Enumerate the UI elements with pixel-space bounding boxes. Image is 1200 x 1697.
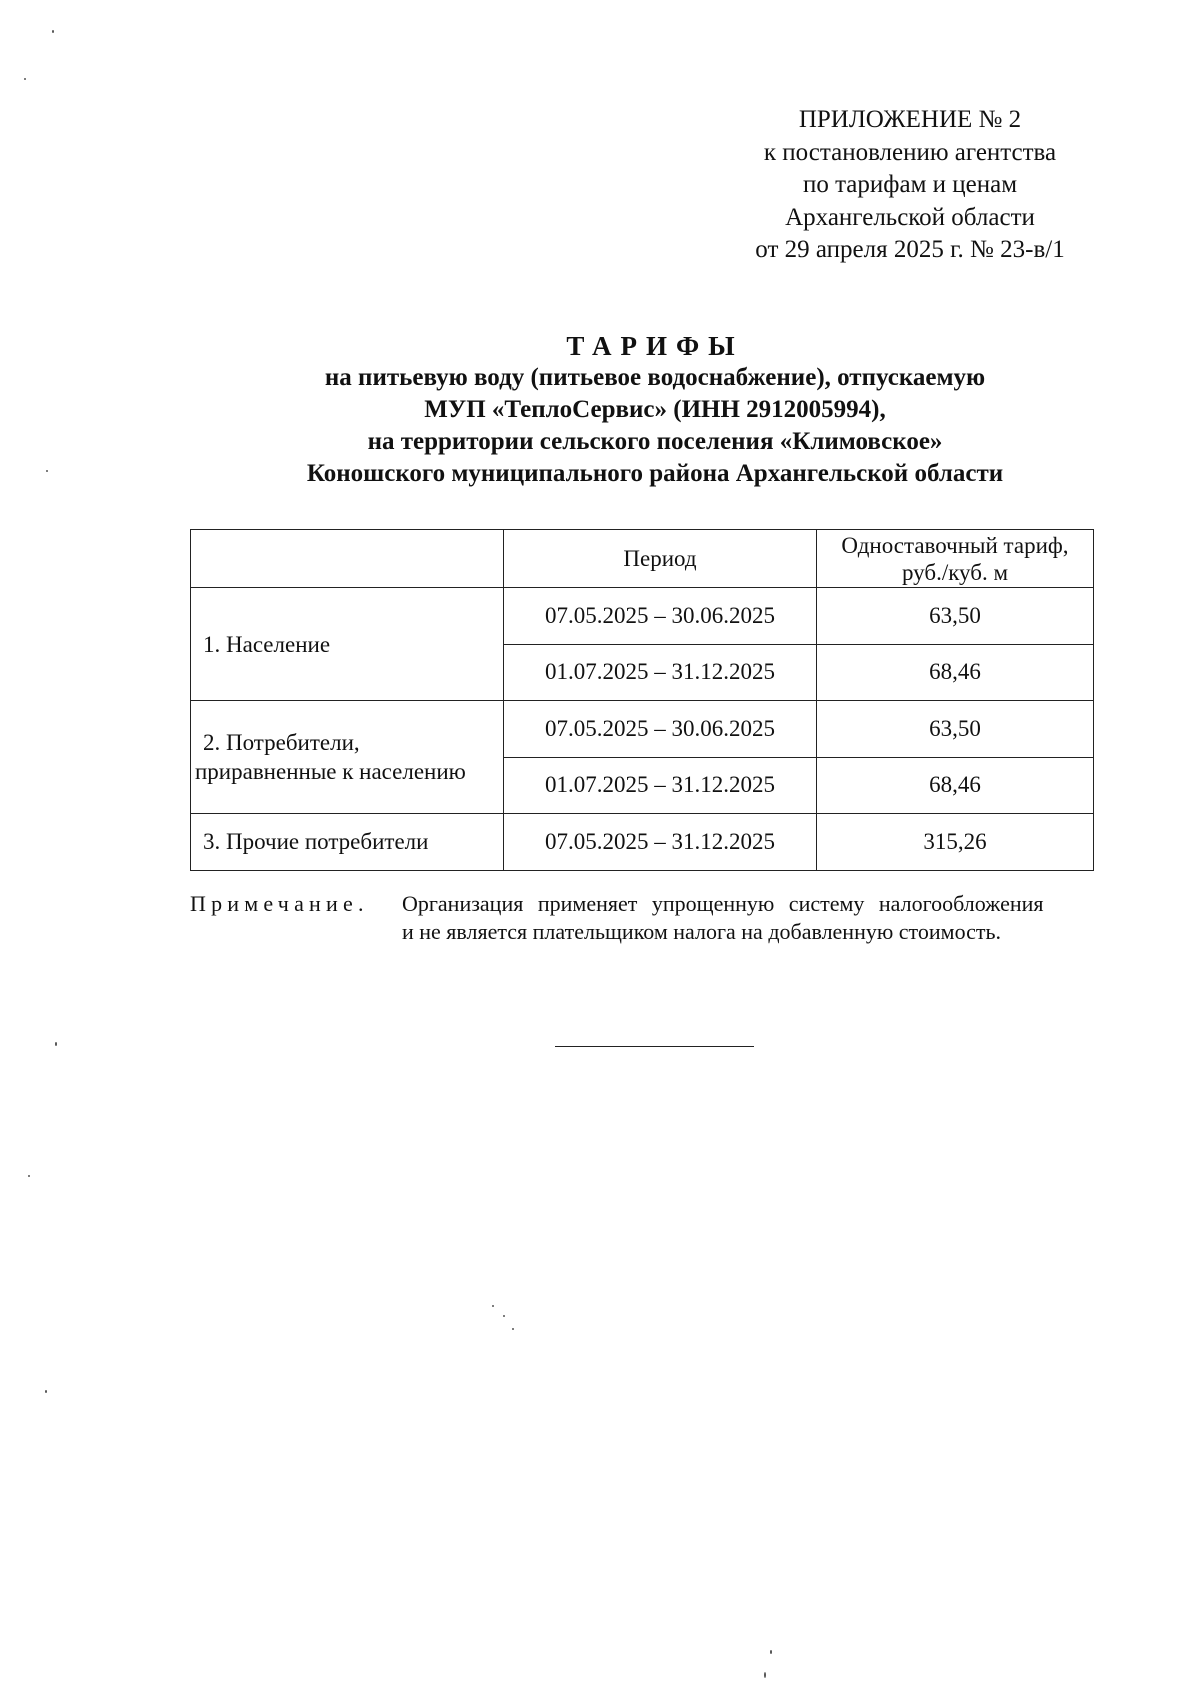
group-label-line2: приравненные к населению [195,759,466,784]
tariff-table [190,529,1094,871]
header-period-cell: Период [504,530,817,588]
closing-separator-line [555,1046,754,1047]
scan-speck [764,1672,766,1678]
tariff-value-cell: 63,50 [817,588,1094,645]
scan-speck [45,1390,47,1393]
table-row [191,588,1094,645]
note-text-line2: и не является плательщиком налога на добавленную стоимость. [402,919,1002,944]
period-cell: 07.05.2025 – 30.06.2025 [504,701,817,758]
appendix-region-line: Архангельской области [785,203,1035,231]
scan-speck [46,470,48,472]
group-label-line1: 1. Население [203,631,331,657]
header-tariff-line2: руб./куб. м [901,559,1009,585]
appendix-reference [720,104,1100,267]
tariff-value-cell: 68,46 [817,757,1094,814]
tariff-value-cell: 68,46 [817,644,1094,701]
scan-speck [52,30,54,33]
scan-speck [503,1315,505,1317]
appendix-resolution-line: к постановлению агентства [763,138,1057,166]
group-label-cell [191,814,504,871]
header-group-cell [191,530,504,588]
note-text-line1: Организация применяет упрощенную систему налогообложения [402,891,1044,916]
appendix-date-line: от 29 апреля 2025 г. № 23-в/1 [755,236,1065,263]
table-row [191,814,1094,871]
group-label-cell [191,701,504,814]
appendix-agency-line: по тарифам и ценам [802,171,1018,198]
scan-speck [28,1175,30,1177]
table-header-row [191,530,1094,588]
scan-speck [24,78,26,80]
tariff-value-cell: 63,50 [817,701,1094,758]
title-district-line: Коношского муниципального района Архангельской области [306,460,1004,487]
title-territory-line: на территории сельского поселения «Климовское» [367,428,943,455]
period-cell: 07.05.2025 – 30.06.2025 [504,588,817,645]
group-label-cell [191,588,504,701]
title-subject-line: на питьевую воду (питьевое водоснабжение), отпускаемую [324,364,986,391]
group-label-line1: 3. Прочие потребители [203,829,429,855]
document-heading: ТАРИФЫ [566,331,744,361]
note-text [402,890,1095,946]
tariff-value-cell: 315,26 [817,814,1094,871]
group-label-line1: 2. Потребители, [203,730,360,755]
header-tariff-line1: Одноставочный тариф, [841,532,1069,558]
scan-speck [55,1042,57,1046]
header-tariff-cell [817,530,1094,588]
scan-speck [770,1650,772,1654]
period-cell: 07.05.2025 – 31.12.2025 [504,814,817,871]
scan-speck [492,1305,494,1307]
title-organization-line: МУП «ТеплоСервис» (ИНН 2912005994), [424,396,886,423]
scan-speck [512,1328,514,1330]
note-label: Примечание. [190,891,369,916]
document-title-block [130,330,1180,490]
period-cell: 01.07.2025 – 31.12.2025 [504,757,817,814]
appendix-number: ПРИЛОЖЕНИЕ № 2 [798,106,1022,133]
period-cell: 01.07.2025 – 31.12.2025 [504,644,817,701]
table-row [191,701,1094,758]
